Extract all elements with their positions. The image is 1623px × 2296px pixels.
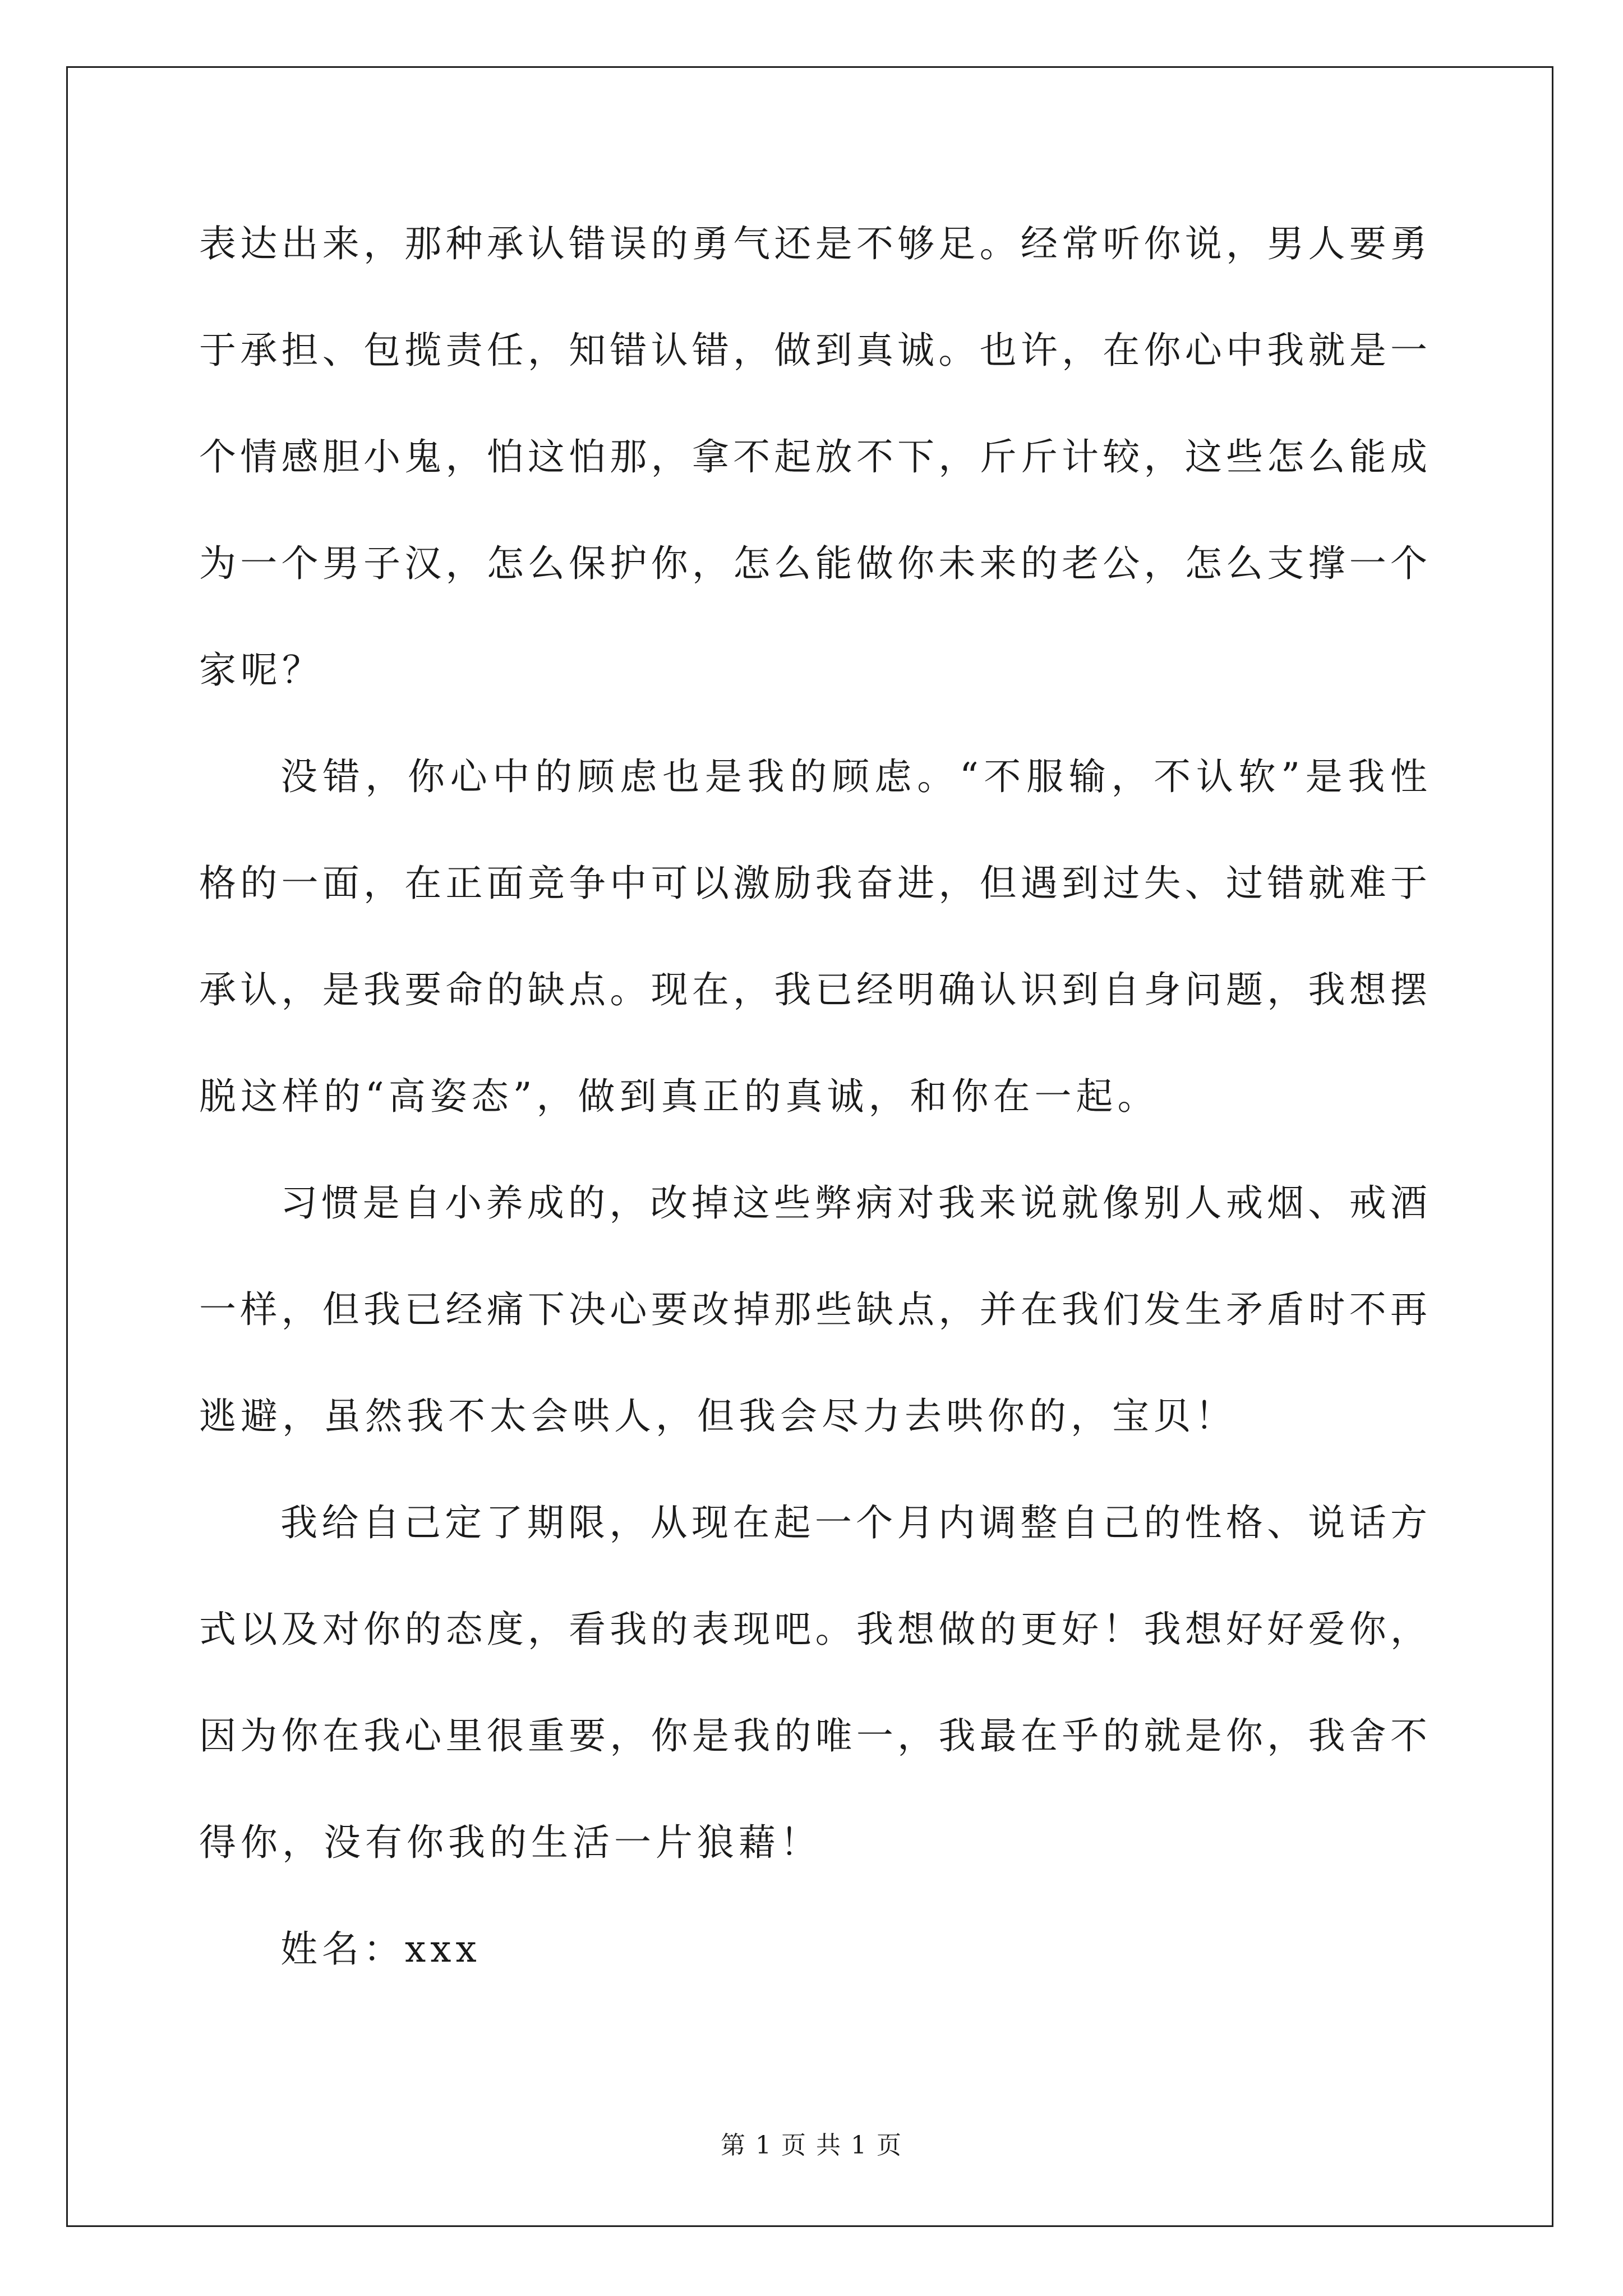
text-line: 表达出来，那种承认错误的勇气还是不够足。经常听你说，男人要勇 — [199, 222, 1427, 265]
paragraph-first-line: 习惯是自小养成的，改掉这些弊病对我来说就像别人戒烟、戒酒 — [280, 1181, 1427, 1225]
text-line: 得你，没有你我的生活一片狼藉！ — [199, 1821, 822, 1864]
text-line: 式以及对你的态度，看我的表现吧。我想做的更好！我想好好爱你， — [199, 1608, 1427, 1651]
text-line: 脱这样的“高姿态”，做到真正的真诚，和你在一起。 — [199, 1075, 1159, 1118]
text-line: 承认，是我要命的缺点。现在，我已经明确认识到自身问题，我想摆 — [199, 968, 1427, 1011]
text-line: 为一个男子汉，怎么保护你，怎么能做你未来的老公，怎么支撑一个 — [199, 542, 1427, 585]
signature-line: 姓名：xxx — [280, 1927, 481, 1971]
text-line: 个情感胆小鬼，怕这怕那，拿不起放不下，斤斤计较，这些怎么能成 — [199, 435, 1427, 478]
page-number-footer: 第 1 页 共 1 页 — [721, 2131, 902, 2160]
text-line: 一样，但我已经痛下决心要改掉那些缺点，并在我们发生矛盾时不再 — [199, 1288, 1427, 1331]
text-line: 于承担、包揽责任，知错认错，做到真诚。也许，在你心中我就是一 — [199, 329, 1427, 372]
text-line: 因为你在我心里很重要，你是我的唯一，我最在乎的就是你，我舍不 — [199, 1714, 1427, 1757]
paragraph-first-line: 没错，你心中的顾虑也是我的顾虑。“不服输，不认软”是我性 — [280, 755, 1427, 798]
document-body — [199, 210, 1427, 2022]
paragraph-first-line: 我给自己定了期限，从现在起一个月内调整自己的性格、说话方 — [280, 1501, 1427, 1544]
text-line: 逃避，虽然我不太会哄人，但我会尽力去哄你的，宝贝！ — [199, 1395, 1237, 1438]
text-line: 格的一面，在正面竞争中可以激励我奋进，但遇到过失、过错就难于 — [199, 862, 1427, 905]
text-line: 家呢？ — [199, 648, 324, 692]
